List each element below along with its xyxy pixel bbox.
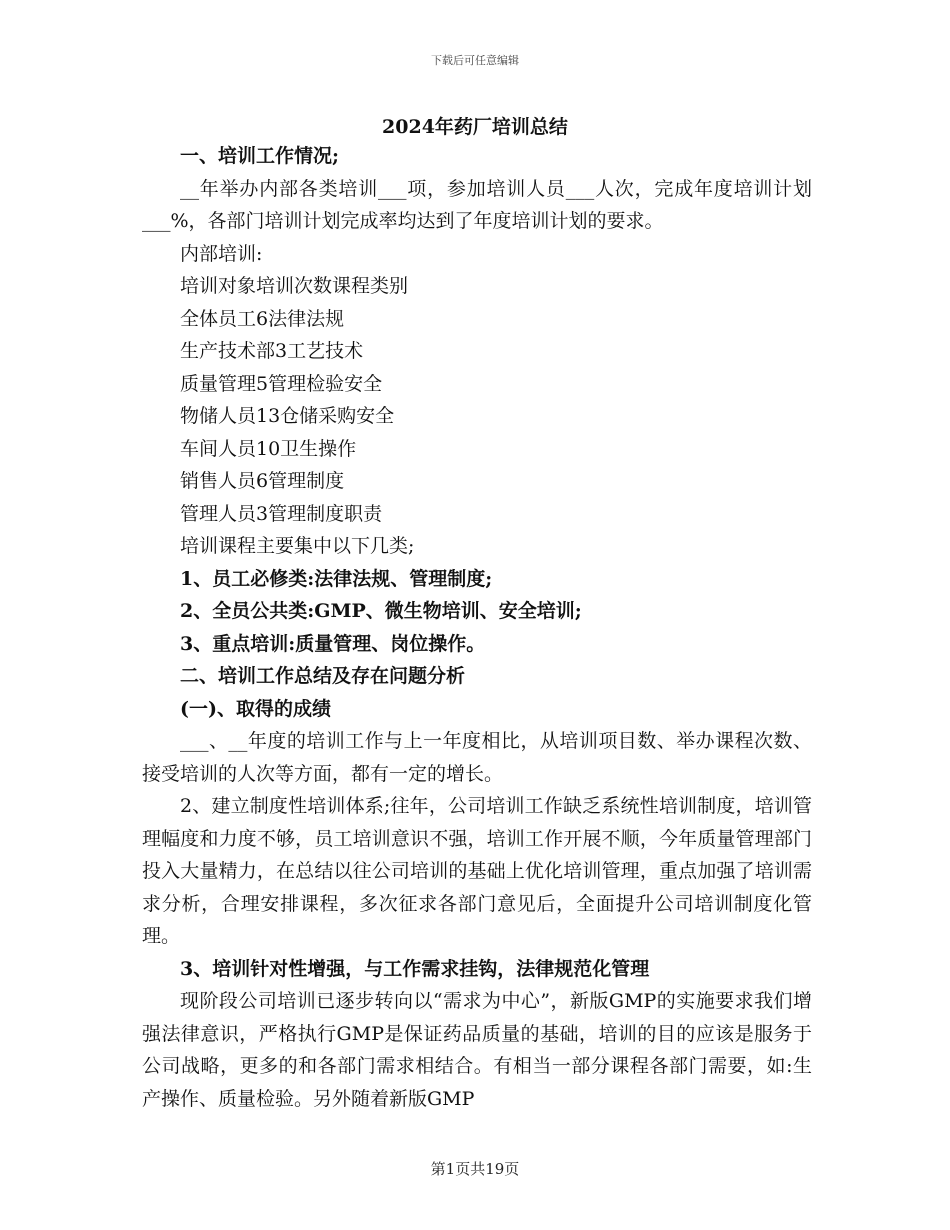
section-heading: 二、培训工作总结及存在问题分析 xyxy=(180,665,466,687)
document-title: 2024年药厂培训总结 xyxy=(382,116,568,138)
subsection-heading: (一)、取得的成绩 xyxy=(180,697,331,720)
training-table-header: 培训对象培训次数课程类别 xyxy=(180,275,409,297)
page-header-note: 下载后可任意编辑 xyxy=(431,54,519,67)
paragraph: 现阶段公司培训已逐步转向以“需求为中心”，新版GMP的实施要求我们增强法律意识，严格执行GMP是保证药品质量的基础，培训的目的应该是服务于公司战略，更多的和各部门需求相结合。有相当一部分课程各部门需要，如:生产操作、质量检验。另外随着新版GMP xyxy=(142,990,812,1110)
training-row: 全体员工6法律法规 xyxy=(180,307,345,330)
section-heading: 一、培训工作情况; xyxy=(180,145,340,167)
paragraph: 2、建立制度性培训体系;往年，公司培训工作缺乏系统性培训制度，培训管理幅度和力度不够，员工培训意识不强，培训工作开展不顺，今年质量管理部门投入大量精力，在总结以往公司培训的基础上优化培训管理，重点加强了培训需求分析，合理安排课程，多次征求各部门意见后，全面提升公司培训制度化管理。 xyxy=(142,795,812,947)
subsection-heading: 3、培训针对性增强，与工作需求挂钩，法律规范化管理 xyxy=(180,957,650,980)
paragraph: 内部培训: xyxy=(180,242,263,265)
paragraph: __年举办内部各类培训___项，参加培训人员___人次，完成年度培训计划___%，各部门培训计划完成率均达到了年度培训计划的要求。 xyxy=(142,177,812,232)
training-row: 物储人员13仓储采购安全 xyxy=(180,405,395,427)
training-row: 销售人员6管理制度 xyxy=(180,470,345,492)
training-row: 生产技术部3工艺技术 xyxy=(180,340,364,362)
paragraph: ___、__年度的培训工作与上一年度相比，从培训项目数、举办课程次数、接受培训的人次等方面，都有一定的增长。 xyxy=(142,730,812,785)
training-row: 质量管理5管理检验安全 xyxy=(180,372,383,395)
paragraph: 培训课程主要集中以下几类; xyxy=(180,535,415,557)
page-number: 第1页共19页 xyxy=(430,1160,520,1178)
training-row: 车间人员10卫生操作 xyxy=(180,437,357,460)
training-row: 管理人员3管理制度职责 xyxy=(180,502,383,525)
category-item: 2、全员公共类:GMP、微生物培训、安全培训; xyxy=(180,600,582,622)
category-item: 3、重点培训:质量管理、岗位操作。 xyxy=(180,632,486,655)
document-body xyxy=(142,140,812,1115)
category-item: 1、员工必修类:法律法规、管理制度; xyxy=(180,567,493,590)
